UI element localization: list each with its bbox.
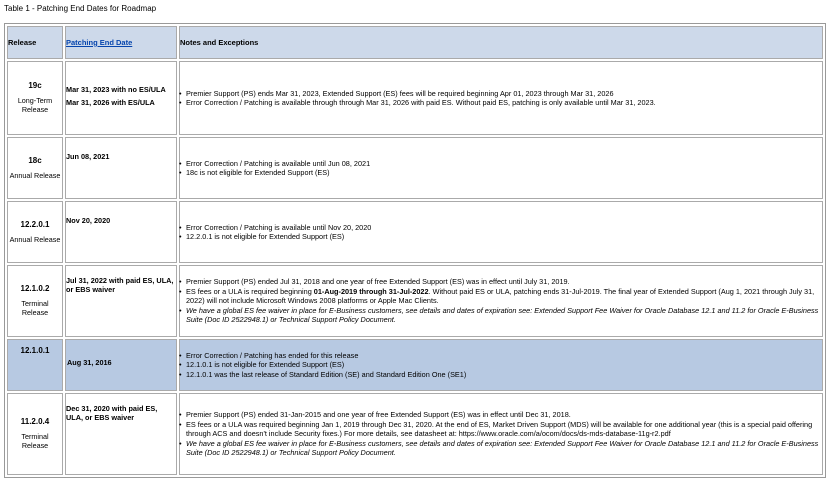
note-item: • Premier Support (PS) ends Mar 31, 2023, Extended Support (ES) fees will be required beginning Apr 01, 2023 through Mar 31, 2026 (186, 89, 822, 98)
release-cell (7, 393, 63, 475)
patching-end-date: Jun 08, 2021 (66, 152, 110, 161)
release-type: Annual Release (9, 170, 61, 180)
patching-end-date-cell (65, 137, 177, 199)
note-item: • Premier Support (PS) ended Jul 31, 2018 and one year of free Extended Support (ES) was in effect until July 31, 2019. (186, 277, 822, 286)
note-item: • We have a global ES fee waiver in place for E-Business customers, see details and dates of expiration see: Extended Support Fee Waiver for Oracle Database 12.1 and 11.2 for Oracle E-Business Suite (Doc ID 2522948.1) or Technical Support Policy Document. (186, 439, 822, 458)
patching-end-date-cell (65, 339, 177, 391)
note-item (186, 287, 822, 306)
release-type: Long-Term Release (17, 95, 53, 115)
patching-end-date-cell (65, 393, 177, 475)
table-row (7, 201, 823, 263)
table-caption: Table 1 - Patching End Dates for Roadmap (4, 4, 157, 13)
patching-end-date-cell (65, 201, 177, 263)
table-row (7, 61, 823, 135)
table-header-row (7, 26, 823, 59)
release-version: 18c (28, 156, 42, 166)
release-cell (7, 265, 63, 337)
note-item: • Error Correction / Patching is available until Jun 08, 2021 (186, 159, 822, 168)
patching-end-date-link[interactable]: Patching End Date (66, 37, 133, 47)
release-cell (7, 339, 63, 391)
header-release: Release (7, 26, 63, 59)
note-item: • 12.1.0.1 is not eligible for Extended Support (ES) (186, 360, 822, 369)
header-notes: Notes and Exceptions (179, 26, 823, 59)
patching-end-date: Jul 31, 2022 with paid ES, ULA, or EBS waiver (66, 276, 174, 295)
notes-cell (179, 339, 823, 391)
note-item: • Error Correction / Patching is available through through Mar 31, 2026 with paid ES. Without paid ES, patching is only available until Mar 31, 2023. (186, 98, 822, 107)
header-patching-end-date[interactable] (65, 26, 177, 59)
patching-end-date: Dec 31, 2020 with paid ES, ULA, or EBS waiver (66, 404, 158, 423)
release-type: Terminal Release (21, 298, 49, 318)
note-item: • 12.2.0.1 is not eligible for Extended Support (ES) (186, 232, 822, 241)
release-version: 12.2.0.1 (20, 220, 50, 230)
table-row-highlighted (7, 339, 823, 391)
note-bold-dates: 01-Aug-2019 through 31-Jul-2022 (313, 286, 429, 296)
notes-cell (179, 61, 823, 135)
note-text: . Without paid ES or ULA, patching ends 31-Jul-2019. The final year of Extended Support (Aug 1, 2021 through July 31, 2022) will not include Microsoft Windows 2008 platforms or Apple Mac Clients. (186, 286, 815, 306)
release-cell (7, 137, 63, 199)
notes-cell (179, 393, 823, 475)
release-cell (7, 201, 63, 263)
note-item: • 18c is not eligible for Extended Support (ES) (186, 168, 822, 177)
table-row (7, 265, 823, 337)
note-item: • Error Correction / Patching has ended for this release (186, 351, 822, 360)
notes-cell (179, 265, 823, 337)
patching-end-date: Nov 20, 2020 (66, 216, 111, 225)
note-text: We have a global ES fee waiver in place for E-Business customers, see details and dates of expiration see: (186, 305, 535, 315)
patching-end-date: Aug 31, 2016 (67, 358, 112, 368)
patching-end-date-cell (65, 265, 177, 337)
release-version: 12.1.0.1 (20, 346, 50, 355)
release-version: 11.2.0.4 (20, 417, 50, 427)
patching-end-date: Mar 31, 2026 with ES/ULA (66, 98, 155, 107)
patching-end-date-cell (65, 61, 177, 135)
note-item: • 12.1.0.1 was the last release of Standard Edition (SE) and Standard Edition One (SE1) (186, 370, 822, 379)
notes-cell (179, 201, 823, 263)
patching-end-date: Mar 31, 2023 with no ES/ULA (66, 84, 166, 94)
note-item: • Premier Support (PS) ended 31-Jan-2015 and one year of free Extended Support (ES) was in effect until Dec 31, 2018. (186, 410, 822, 419)
release-cell (7, 61, 63, 135)
patching-roadmap-table (4, 23, 826, 478)
notes-cell (179, 137, 823, 199)
note-italic-link-text: Extended Support Fee Waiver for Oracle Database 12.1 and 11.2 for Oracle E-Business Suite (Doc ID 2522948.1) or Technical Support Policy Document. (186, 305, 819, 325)
note-item: • Error Correction / Patching is available until Nov 20, 2020 (186, 223, 822, 232)
release-type: Annual Release (9, 234, 61, 244)
table-row (7, 393, 823, 475)
note-text: ES fees or a ULA is required beginning (186, 286, 314, 296)
note-item: • ES fees or a ULA was required beginning Jan 1, 2019 through Dec 31, 2020. At the end of ES, Market Driven Support (MDS) will be available for one additional year (this is a special paid offering through ACS and doesn't include Security fixes.) For more details, see datasheet at: https://www.oracle.com/a/ocom/docs/ds-mds-database-11g-r2.pdf (186, 420, 822, 439)
release-type: Terminal Release (21, 431, 49, 451)
note-item (186, 306, 822, 325)
table-row (7, 137, 823, 199)
release-version: 12.1.0.2 (20, 284, 50, 294)
release-version: 19c (28, 81, 42, 91)
